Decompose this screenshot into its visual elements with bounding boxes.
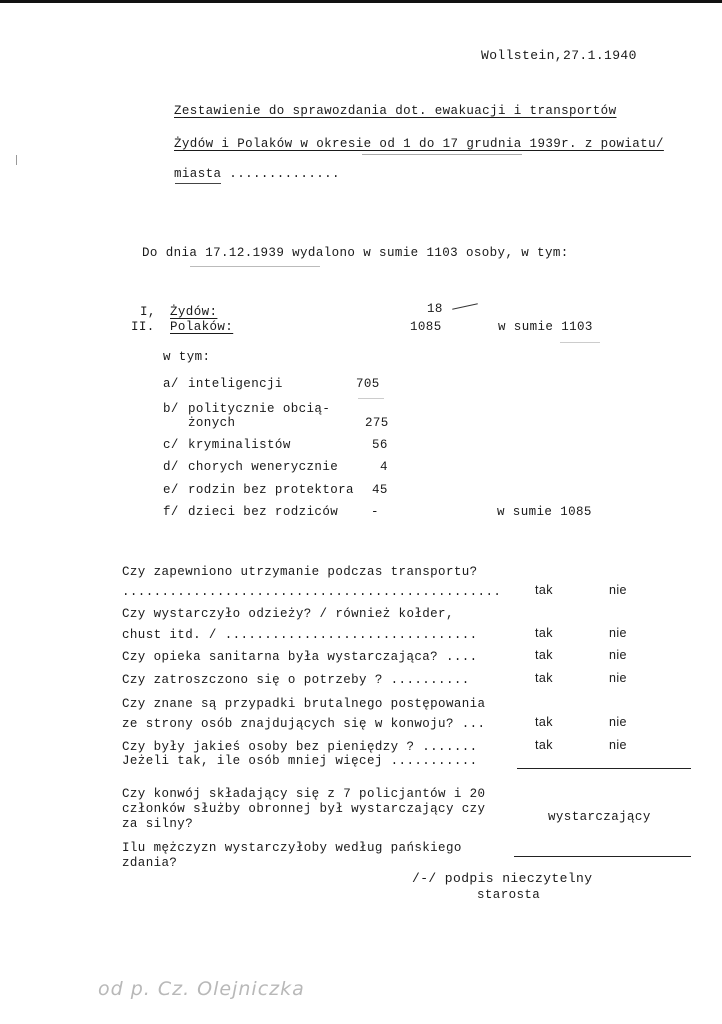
category-letter: e/ <box>163 483 179 497</box>
question-text: Czy znane są przypadki brutalnego postępowania <box>122 697 486 711</box>
title-line-1: Zestawienie do sprawozdania dot. ewakuacji i transportów <box>174 104 617 118</box>
question-text-continued: ze strony osób znajdujących się w konwoju? ... <box>122 717 486 731</box>
category-value: - <box>371 505 379 519</box>
category-letter: f/ <box>163 505 179 519</box>
category-label-continued: żonych <box>188 416 236 430</box>
category-letter: c/ <box>163 438 179 452</box>
convoy-answer: wystarczający <box>548 810 651 824</box>
category-label: dzieci bez rodziców <box>188 505 339 519</box>
group-2-value: 1085 <box>410 320 442 334</box>
answer-yes: tak <box>535 671 553 685</box>
answer-yes: tak <box>535 626 553 640</box>
question-text-continued: Jeżeli tak, ile osób mniej więcej ........... <box>122 754 478 768</box>
category-value: 4 <box>380 460 388 474</box>
question-text: Czy wystarczyło odzieży? / również kołder, <box>122 607 454 621</box>
group-1-label: Żydów: <box>170 305 218 319</box>
title-line-3: miasta .............. <box>174 167 340 181</box>
answer-yes-crossed: tak <box>535 738 553 752</box>
group-1-number: I, <box>140 305 156 319</box>
men-question-line-1: Ilu mężczyzn wystarczyłoby według pańskiego <box>122 841 462 855</box>
group-1-pen-stroke <box>452 303 478 309</box>
title-line-3-underline <box>175 183 221 184</box>
men-question-line-2: zdania? <box>122 856 178 870</box>
category-pencil-mark <box>358 398 384 399</box>
top-border <box>0 0 722 3</box>
category-value: 705 <box>356 377 380 391</box>
category-value: 45 <box>372 483 388 497</box>
question-text: Czy były jakieś osoby bez pieniędzy ? ....... <box>122 740 478 754</box>
category-letter: d/ <box>163 460 179 474</box>
groups-total-pencil-mark <box>560 342 600 343</box>
category-value: 56 <box>372 438 388 452</box>
category-label: kryminalistów <box>188 438 291 452</box>
group-1-value: 18 <box>427 302 443 316</box>
answer-no-crossed: nie <box>609 583 627 597</box>
convoy-question-line-3: za silny? <box>122 817 194 831</box>
date-pencil-mark <box>362 154 522 155</box>
groups-total: w sumie 1103 <box>498 320 593 334</box>
question-text: Czy zatroszczono się o potrzeby ? .......... <box>122 673 470 687</box>
category-letter: b/ <box>163 402 179 416</box>
answer-no: nie <box>609 738 627 752</box>
category-label: rodzin bez protektora <box>188 483 354 497</box>
category-label: inteligencji <box>188 377 283 391</box>
category-value: 275 <box>365 416 389 430</box>
convoy-question-line-1: Czy konwój składający się z 7 policjantów i 20 <box>122 787 486 801</box>
category-label: politycznie obcią- <box>188 402 331 416</box>
answer-no-crossed: nie <box>609 671 627 685</box>
answer-yes: tak <box>535 583 553 597</box>
answer-no-crossed: nie <box>609 626 627 640</box>
signature-line: /-/ podpis nieczytelny <box>412 871 593 886</box>
answer-yes: tak <box>535 648 553 662</box>
document-date: Wollstein,27.1.1940 <box>481 48 637 63</box>
question-text: Czy opieka sanitarna była wystarczająca? .... <box>122 650 478 664</box>
group-2-number: II. <box>131 320 155 334</box>
convoy-question-line-2: członków służby obronnej był wystarczający czy <box>122 802 486 816</box>
question-text-continued: chust itd. / ................................ <box>122 628 478 642</box>
handwritten-pencil-note: od p. Cz. Olejniczka <box>98 978 305 1000</box>
signature-title: starosta <box>477 888 541 902</box>
question-dots: ................................................ <box>122 585 502 599</box>
summary-sentence: Do dnia 17.12.1939 wydalono w sumie 1103 osoby, w tym: <box>142 246 569 260</box>
margin-mark <box>16 155 17 165</box>
answer-no: nie <box>609 715 627 729</box>
category-letter: a/ <box>163 377 179 391</box>
summary-pencil-mark <box>190 266 320 267</box>
title-line-2: Żydów i Polaków w okresie od 1 do 17 grudnia 1939r. z powiatu/ <box>174 137 664 151</box>
categories-total: w sumie 1085 <box>497 505 592 519</box>
answer-fill-line <box>517 768 691 769</box>
wtym-label: w tym: <box>163 350 211 364</box>
answer-no-crossed: nie <box>609 648 627 662</box>
answer-yes-crossed: tak <box>535 715 553 729</box>
question-text: Czy zapewniono utrzymanie podczas transportu? <box>122 565 478 579</box>
category-label: chorych wenerycznie <box>188 460 339 474</box>
group-2-label: Polaków: <box>170 320 234 334</box>
men-answer-line <box>514 856 691 857</box>
